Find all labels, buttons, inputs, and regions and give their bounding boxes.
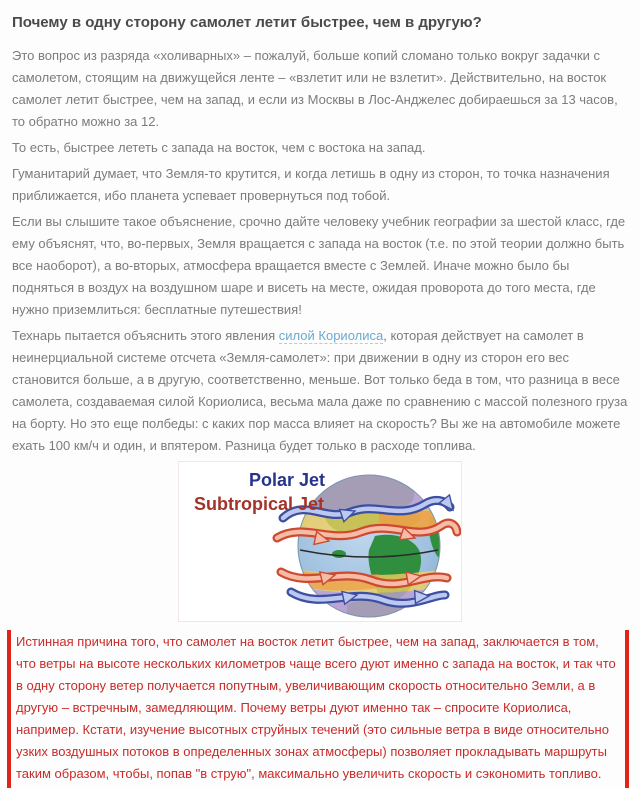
paragraph-coriolis-after: , которая действует на самолет в неинерциальной системе отсчета «Земля-самолет»: при движении в одну из сторон его вес становится больше, а в другую, соответственно, меньше. Вот только беда в том, что разница в весе самолета, создаваемая силой Кориолиса, весьма мала даже по сравнению с массой полезного груза на борту. Но это еще полбеды: с каких пор масса влияет на скорость? Вы же на автомобиле можете ехать 100 км/ч и один, и впятером. Разница будет только в расходе топлива. xyxy=(12,328,628,453)
paragraph-humanitarian: Гуманитарий думает, что Земля-то крутится, и когда летишь в одну из сторон, то точка назначения приближается, ибо планета успевает провернуться под тобой. xyxy=(12,166,610,203)
paragraph-coriolis-before: Технарь пытается объяснить этого явления xyxy=(12,328,279,343)
subtropical-jet-label: Subtropical Jet xyxy=(193,494,325,514)
paragraph-coriolis xyxy=(12,325,628,457)
article-title: Почему в одну сторону самолет летит быстрее, чем в другую? xyxy=(12,14,482,31)
polar-jet-label: Polar Jet xyxy=(248,470,326,490)
paragraph-geography: Если вы слышите такое объяснение, срочно дайте человеку учебник географии за шестой класс, где ему объяснят, что, во-первых, Земля вращается с запада на восток (т.е. по этой теории должно быть все наоборот), а во-вторых, атмосфера вращается вместе с Землей. Иначе можно было бы подняться в воздух на воздушном шаре и висеть на месте, ожидая проворота до того места, где нужно приземлиться: бесплатные путешествия! xyxy=(12,214,626,317)
coriolis-force-link[interactable]: силой Кориолиса xyxy=(278,328,384,343)
paragraph-west-east: То есть, быстрее лететь с запада на восток, чем с востока на запад. xyxy=(12,140,426,155)
jet-stream-figure xyxy=(178,461,462,622)
highlighted-conclusion-quote: Истинная причина того, что самолет на восток летит быстрее, чем на запад, заключается в том, что ветры на высоте нескольких километров чаще всего дуют именно с запада на восток, и так что в одну сторону ветер получается попутным, увеличивающим скорость относительно Земли, а в другую – встречным, замедляющим. Почему ветры дуют именно так – спросите Кориолиса, например. Кстати, изучение высотных струйных течений (это сильные ветра в виде относительно узких воздушных потоков в определенных зонах атмосферы) позволяет прокладывать маршруты таким образом, чтобы, попав "в струю", максимально увеличить скорость и сэкономить топливо. xyxy=(7,630,629,788)
paragraph-holivar: Это вопрос из разряда «холиварных» – пожалуй, больше копий сломано только вокруг задачки с самолетом, стоящим на движущейся ленте – «взлетит или не взлетит». Действительно, на восток самолет летит быстрее, чем на запад, и если из Москвы в Лос-Анджелес добираешься за 13 часов, то обратно можно за 12. xyxy=(12,48,618,129)
article-page xyxy=(12,13,628,788)
globe-jet-streams-illustration xyxy=(179,462,461,621)
